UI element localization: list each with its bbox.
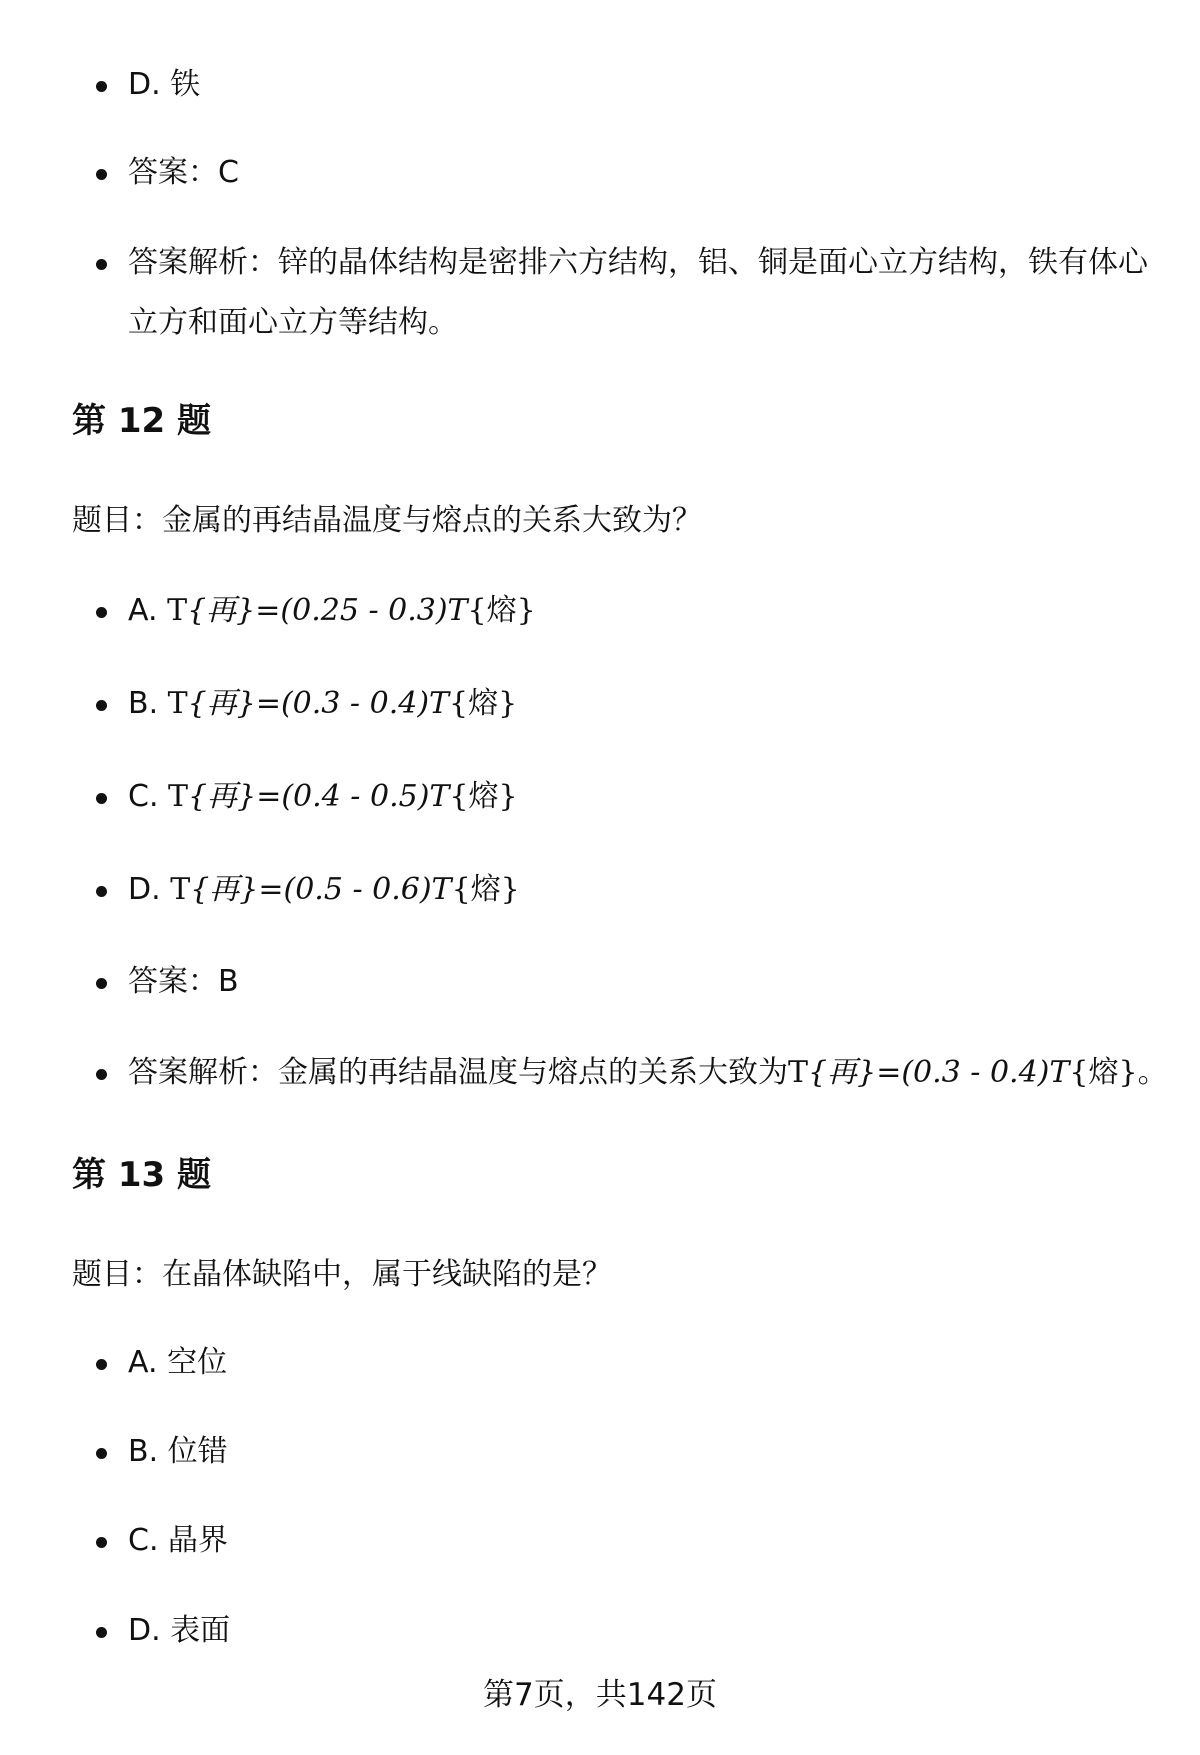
option-letter: C.: [128, 779, 169, 814]
formula-part: {再}=(0.4 - 0.5)T: [188, 779, 450, 814]
option-letter: A.: [128, 593, 168, 628]
option-c-text: [128, 779, 518, 814]
option-d-text: D. 铁: [128, 67, 201, 102]
formula-part: T: [170, 872, 191, 907]
formula-part: T: [167, 593, 188, 628]
formula-part: T: [167, 686, 188, 721]
option-a-text: [128, 593, 536, 628]
option-letter: B.: [128, 686, 168, 721]
formula-part: {熔}: [451, 872, 520, 907]
option-b-text: [128, 686, 518, 721]
formula-part: {熔}: [449, 686, 518, 721]
explanation-body: 答案解析：金属的再结晶温度与熔点的关系大致为: [128, 1055, 788, 1090]
explanation-end: 。: [1137, 1055, 1168, 1090]
option-a-text: A. 空位: [128, 1345, 228, 1380]
explanation-text: 答案解析：锌的晶体结构是密排六方结构，铝、铜是面心立方结构，铁有体心立方和面心立方等结构。: [128, 245, 1148, 340]
formula-part: {熔}: [467, 593, 536, 628]
formula-part: {熔}: [449, 779, 518, 814]
option-letter: D.: [128, 872, 171, 907]
option-d-text: [128, 872, 520, 907]
explanation-text: [128, 1055, 1168, 1090]
formula-part: {再}=(0.5 - 0.6)T: [190, 872, 452, 907]
option-d-text: D. 表面: [128, 1613, 231, 1648]
question-13-text: 题目：在晶体缺陷中，属于线缺陷的是？: [72, 1257, 612, 1292]
option-c-text: C. 晶界: [128, 1523, 229, 1558]
question-12-heading: 第 12 题: [72, 401, 211, 441]
formula-part: {再}=(0.3 - 0.4)T: [808, 1055, 1070, 1090]
formula-part: T: [788, 1055, 809, 1090]
formula-part: T: [168, 779, 189, 814]
formula-part: {再}=(0.3 - 0.4)T: [187, 686, 450, 721]
page-footer: 第7页，共142页: [483, 1677, 717, 1713]
option-b-text: B. 位错: [128, 1434, 228, 1469]
answer-text: 答案：C: [128, 155, 239, 190]
formula-part: {再}=(0.25 - 0.3)T: [187, 593, 468, 628]
question-13-heading: 第 13 题: [72, 1155, 211, 1195]
question-12-text: 题目：金属的再结晶温度与熔点的关系大致为？: [72, 503, 702, 538]
answer-text: 答案：B: [128, 964, 239, 999]
formula-part: {熔}: [1069, 1055, 1138, 1090]
